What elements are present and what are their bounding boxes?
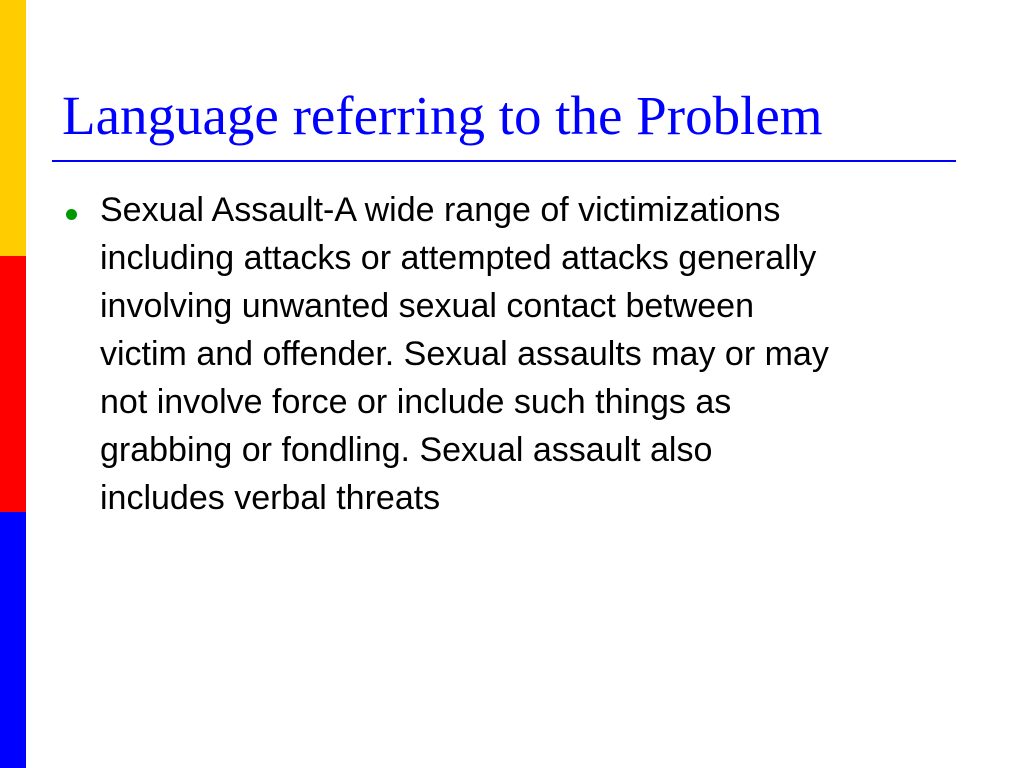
accent-bar-red: [0, 256, 26, 512]
accent-bar-yellow: [0, 0, 26, 256]
bullet-item: [60, 186, 960, 522]
slide-title: Language referring to the Problem: [62, 85, 823, 146]
accent-bar-blue: [0, 512, 26, 768]
bullet-dot-icon: [66, 209, 77, 220]
bullet-list: [60, 186, 960, 522]
title-underline-rule: [52, 160, 956, 162]
bullet-text: Sexual Assault-A wide range of victimizations including attacks or attempted attacks generally involving unwanted sexual contact between victim and offender. Sexual assaults may or may not involve force or include such things as grabbing or fondling. Sexual assault also includes verbal threats: [100, 191, 829, 517]
